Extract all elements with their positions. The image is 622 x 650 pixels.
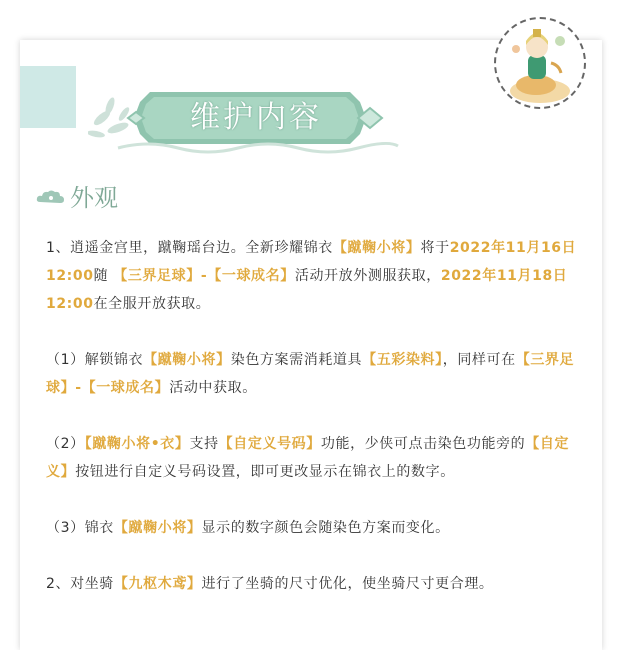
body-text: （1）解锁锦衣 <box>46 352 144 368</box>
highlight-text: 【三界足球】-【一球成名】 <box>46 352 575 396</box>
highlight-text: 2022年11月18日12:00 <box>46 268 568 312</box>
paragraph <box>46 346 578 402</box>
body-text: 染色方案需消耗道具 <box>230 352 363 368</box>
article-content <box>46 234 578 626</box>
body-text: 活动中获取。 <box>169 380 257 396</box>
highlight-text: 【五彩染料】 <box>362 352 443 368</box>
character-avatar-icon <box>494 17 586 109</box>
highlight-text: 【蹴鞠小将】 <box>113 520 202 536</box>
body-text: 活动开放外测服获取， <box>294 268 441 284</box>
body-text: 功能，少侠可点击染色功能旁的 <box>320 436 526 452</box>
body-text: ，同样可在 <box>442 352 516 368</box>
paragraph <box>46 570 578 598</box>
decorative-teal-block <box>20 66 76 128</box>
body-text: 显示的数字颜色会随染色方案而变化。 <box>201 520 450 536</box>
highlight-text: 【蹴鞠小将】 <box>143 352 231 368</box>
highlight-text: 【蹴鞠小将•衣】 <box>84 436 190 452</box>
highlight-text: 【三界足球】-【一球成名】 <box>113 268 295 284</box>
body-text: 进行了坐骑的尺寸优化，使坐骑尺寸更合理。 <box>201 576 494 592</box>
body-text: 将于 <box>420 240 450 256</box>
highlight-text: 2022年11月16日12:00 <box>46 240 577 284</box>
body-text: （3）锦衣 <box>46 520 114 536</box>
body-text: 在全服开放获取。 <box>93 296 211 312</box>
highlight-text: 【九枢木鸢】 <box>113 576 202 592</box>
highlight-text: 【自定义】 <box>46 436 570 480</box>
section-banner <box>88 88 408 158</box>
paragraph <box>46 514 578 542</box>
paragraph <box>46 234 578 318</box>
paragraph <box>46 430 578 486</box>
banner-title: 维护内容 <box>190 100 322 135</box>
body-text: 按钮进行自定义号码设置，即可更改显示在锦衣上的数字。 <box>75 464 455 480</box>
highlight-text: 【蹴鞠小将】 <box>332 240 421 256</box>
highlight-text: 【自定义号码】 <box>218 436 321 452</box>
body-text: （2） <box>46 436 85 452</box>
body-text: 2、对坐骑 <box>46 576 114 592</box>
section-title: 外观 <box>70 184 118 212</box>
body-text: 支持 <box>189 436 219 452</box>
body-text: 随 <box>93 268 114 284</box>
cloud-icon <box>36 188 66 206</box>
body-text: 1、逍遥金宫里，蹴鞠瑶台边。全新珍耀锦衣 <box>46 240 333 256</box>
